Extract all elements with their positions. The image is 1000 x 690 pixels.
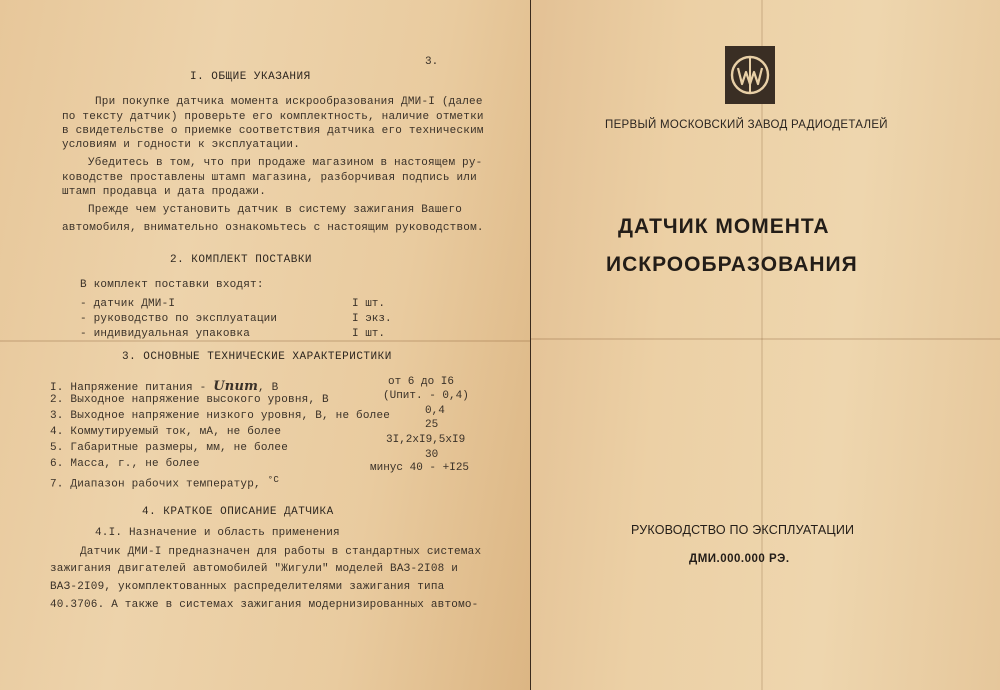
spec-row [50,379,278,394]
section1-line: по тексту датчик) проверьте его комплектность, наличие отметки [62,111,484,123]
kit-item-name: - индивидуальная упаковка [80,328,251,340]
section2-heading: 2. КОМПЛЕКТ ПОСТАВКИ [170,254,313,266]
factory-emblem-icon [725,46,775,104]
section4-line: зажигания двигателей автомобилей "Жигули" моделей ВАЗ-2I08 и [50,563,459,575]
document-title: ДАТЧИК МОМЕНТА [618,215,830,238]
spec-label: 2. Выходное напряжение высокого уровня [50,394,309,406]
section4-line: 40.3706. А также в системах зажигания модернизированных автомо- [50,599,479,611]
kit-item-name: - датчик ДМИ-I [80,298,176,310]
spec-label: 6. Масса, г., не более [50,458,200,470]
section1-line: в свидетельстве о приемке соответствия датчика его техническим [62,125,484,137]
spec-row [50,474,279,491]
section4-subheading: 4.I. Назначение и область применения [95,527,340,539]
section1-heading: I. ОБЩИЕ УКАЗАНИЯ [190,71,311,83]
section2-intro: В комплект поставки входят: [80,279,264,291]
spec-value: от 6 до I6 [388,376,455,388]
spec-label: 4. Коммутируемый ток, мА, не более [50,426,282,438]
spec-value: 0,4 [425,405,445,417]
spec-row [50,442,288,454]
spec-value: (Uпит. - 0,4) [383,390,469,402]
manual-label: РУКОВОДСТВО ПО ЭКСПЛУАТАЦИИ [631,523,855,537]
section1-line: автомобиля, внимательно ознакомьтесь с настоящим руководством. [62,222,484,234]
section1-line: ководстве проставлены штамп магазина, разборчивая подпись или [62,172,477,184]
factory-name: ПЕРВЫЙ МОСКОВСКИЙ ЗАВОД РАДИОДЕТАЛЕЙ [605,119,888,131]
section1-line: При покупке датчика момента искрообразования ДМИ-I (далее [95,96,483,108]
spec-label: I. Напряжение питания - [50,382,207,394]
section1-line: Убедитесь в том, что при продаже магазином в настоящем ру- [88,157,483,169]
kit-item-qty: I экз. [352,313,392,325]
spec-value: минус 40 - +I25 [370,462,470,474]
spec-label: 5. Габаритные размеры, мм, не более [50,442,289,454]
spec-row [50,426,281,438]
section3-heading: 3. ОСНОВНЫЕ ТЕХНИЧЕСКИЕ ХАРАКТЕРИСТИКИ [122,351,392,363]
section1-line: штамп продавца и дата продажи. [62,186,267,198]
document-number: ДМИ.000.000 РЭ. [689,553,790,565]
spec-handwritten: Uпит [213,379,259,394]
spec-label: 3. Выходное напряжение низкого уровня, В, не более [50,410,391,422]
fold-line [531,338,1000,340]
document-title: ИСКРООБРАЗОВАНИЯ [606,253,858,276]
spec-suffix: , В [258,382,279,394]
spec-row [50,458,200,470]
section1-line: Прежде чем установить датчик в систему зажигания Вашего [88,204,463,216]
spec-value: 25 [425,419,439,431]
spec-row [50,394,329,406]
section4-heading: 4. КРАТКОЕ ОПИСАНИЕ ДАТЧИКА [142,506,334,518]
page-number: 3. [425,56,439,68]
section1-line: условиям и годности к эксплуатации. [62,139,301,151]
kit-item-qty: I шт. [352,298,386,310]
kit-item-name: - руководство по эксплуатации [80,313,278,325]
section4-line: ВАЗ-2I09, укомплектованных распределителями зажигания типа [50,581,445,593]
spec-value: 30 [425,449,439,461]
kit-item-qty: I шт. [352,328,386,340]
spec-label: 7. Диапазон рабочих температур, [50,478,261,491]
spec-suffix: °С [267,474,280,485]
spec-value: 3I,2xI9,5xI9 [386,434,466,446]
spec-suffix: , В [308,394,329,406]
fold-line [0,340,530,342]
spec-row [50,410,390,422]
section4-line: Датчик ДМИ-I предназначен для работы в стандартных системах [80,546,482,558]
